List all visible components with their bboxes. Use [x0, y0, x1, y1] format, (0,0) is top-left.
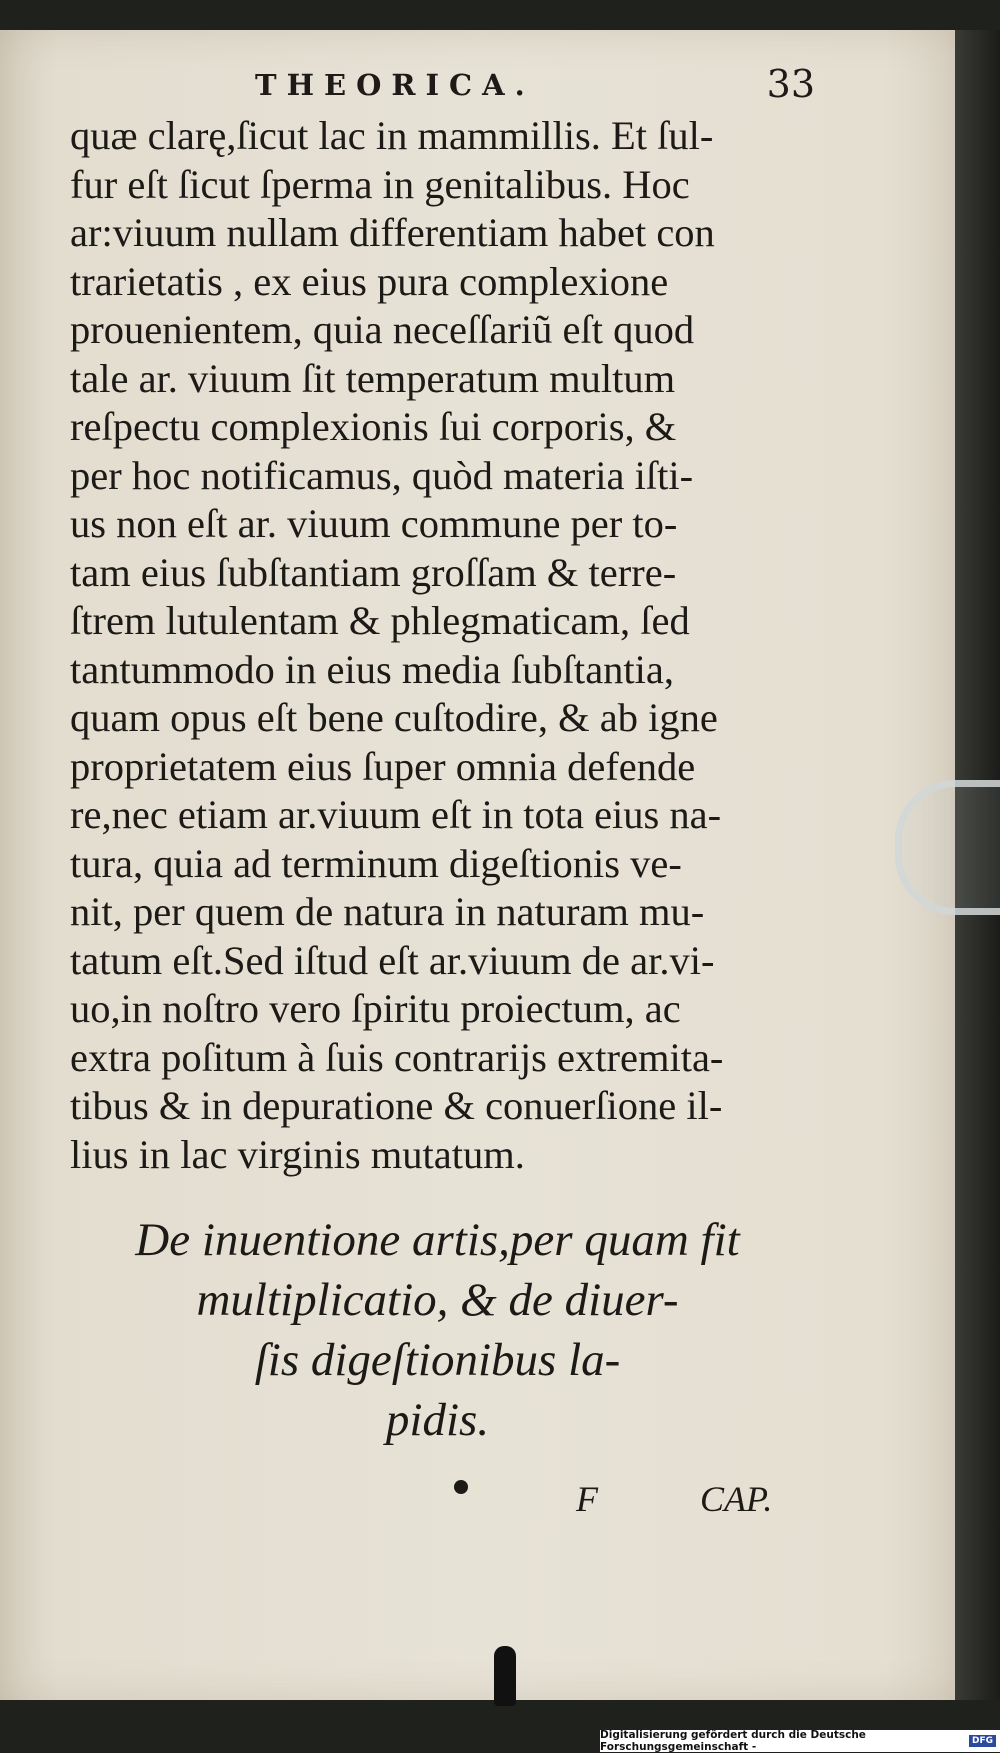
digitization-footer — [600, 1730, 1000, 1752]
text-line: fur eſt ſicut ſperma in genitalibus. Hoc — [70, 161, 690, 207]
signature-mark: F — [576, 1479, 598, 1519]
ink-blot — [494, 1646, 516, 1706]
text-line: re,nec etiam ar.viuum eſt in tota eius na- — [70, 792, 722, 837]
heading-line: De inuentione artis,per quam fit — [135, 1214, 740, 1266]
text-line: ſtrem lutulentam & phlegmaticam, ſed — [70, 598, 690, 643]
catchword: CAP. — [700, 1479, 773, 1519]
text-line: ar:viuum nullam differentiam habet con — [70, 210, 715, 255]
text-line: proprietatem eius ſuper omnia defende — [70, 743, 696, 789]
text-line: tibus & in depuratione & conuerſione il- — [70, 1083, 723, 1128]
text-line: nit, per quem de natura in naturam mu- — [70, 889, 705, 934]
text-line: reſpectu complexionis ſui corporis, & — [70, 404, 677, 449]
page-header — [255, 62, 815, 112]
chapter-heading — [70, 1210, 805, 1450]
heading-line: ſis digeſtionibus la- — [254, 1334, 621, 1386]
heading-line: pidis. — [385, 1394, 490, 1446]
text-line: us non eſt ar. viuum commune per to- — [70, 501, 678, 546]
text-line: tam eius ſubſtantiam groſſam & terre- — [70, 549, 677, 595]
text-line: lius in lac virginis mutatum. — [70, 1131, 525, 1177]
text-line: tantummodo in eius media ſubſtantia, — [70, 646, 675, 692]
heading-line: multiplicatio, & de diuer- — [196, 1274, 679, 1326]
body-text — [70, 112, 805, 1179]
dfg-logo: DFG — [969, 1735, 996, 1747]
text-line: prouenientem, quia neceſſariũ eſt quod — [70, 307, 695, 352]
text-line: per hoc notificamus, quòd materia iſti- — [70, 452, 694, 498]
ornament-dot — [454, 1480, 468, 1494]
text-line: quæ clarę,ſicut lac in mammillis. Et ſul- — [70, 113, 714, 158]
text-line: tura, quia ad terminum digeſtionis ve- — [70, 840, 682, 886]
page-number: 33 — [766, 62, 815, 106]
text-line: extra poſitum à ſuis contrarijs extremita- — [70, 1034, 724, 1080]
text-line: tale ar. viuum ſit temperatum multum — [70, 355, 676, 401]
text-line: trarietatis , ex eius pura complexione — [70, 258, 669, 304]
text-line: uo,in noſtro vero ſpiritu proiectum, ac — [70, 986, 681, 1031]
text-line: tatum eſt.Sed iſtud eſt ar.viuum de ar.vi- — [70, 937, 715, 983]
footer-credit: Digitalisierung gefördert durch die Deutsche Forschungsgemeinschaft - — [600, 1729, 866, 1753]
page-clip — [895, 780, 1000, 915]
running-title: THEORICA. — [255, 68, 535, 102]
text-line: quam opus eſt bene cuſtodire, & ab igne — [70, 695, 718, 740]
